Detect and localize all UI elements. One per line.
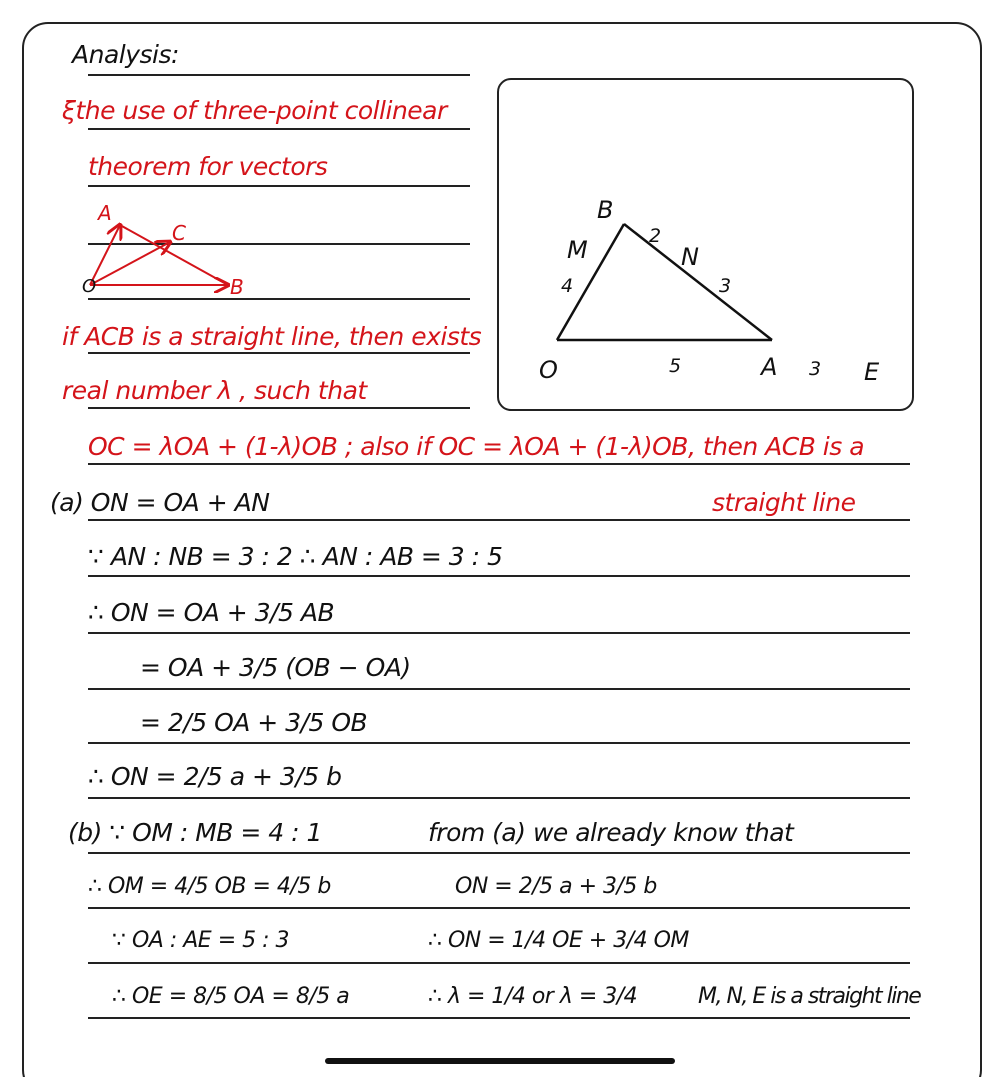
length-ae: 3	[809, 358, 822, 380]
rule	[88, 1017, 910, 1019]
analysis-line: real number λ , such that	[62, 376, 367, 405]
point-c-label: C	[172, 221, 186, 245]
vertex-a-label: A	[761, 353, 778, 381]
rule	[88, 852, 910, 854]
point-e-label: E	[864, 358, 880, 386]
analysis-line: theorem for vectors	[88, 152, 328, 181]
part-b-right-line: from (a) we already know that	[428, 818, 794, 847]
rule	[88, 128, 470, 130]
vertex-o-label: O	[539, 356, 558, 384]
rule	[88, 463, 910, 465]
rule	[88, 519, 910, 521]
part-b-line: (b) ∵ OM : MB = 4 : 1	[68, 818, 322, 847]
collinear-sketch	[80, 200, 250, 300]
part-a-line: ∴ ON = 2/5 a + 3/5 b	[88, 762, 342, 791]
point-m-label: M	[567, 236, 588, 264]
rule	[88, 74, 470, 76]
length-om: 4	[561, 275, 574, 297]
rule	[88, 688, 910, 690]
point-o-label: O	[82, 276, 97, 297]
rule	[88, 907, 910, 909]
rule	[88, 962, 910, 964]
part-b-line: ∴ OE = 8/5 OA = 8/5 a	[112, 984, 350, 1009]
part-b-line: ∵ OA : AE = 5 : 3	[112, 928, 290, 953]
rule	[88, 352, 470, 354]
part-b-conclusion: M, N, E is a straight line	[698, 984, 921, 1009]
rule	[88, 632, 910, 634]
part-b-right-line: ∴ ON = 1/4 OE + 3/4 OM	[428, 928, 689, 953]
part-b-right-line: ∴ λ = 1/4 or λ = 3/4	[428, 984, 638, 1009]
triangle-diagram	[497, 78, 914, 411]
analysis-line: ξthe use of three-point collinear	[62, 96, 447, 125]
analysis-line: if ACB is a straight line, then exists	[62, 322, 482, 351]
point-n-label: N	[681, 243, 699, 271]
length-oa: 5	[669, 355, 682, 377]
vertex-b-label: B	[597, 196, 614, 224]
part-a-line: = OA + 3/5 (OB − OA)	[140, 653, 411, 682]
length-bn: 2	[649, 225, 662, 247]
length-na: 3	[719, 275, 732, 297]
point-b-label: B	[230, 275, 244, 299]
rule	[88, 575, 910, 577]
home-indicator[interactable]	[325, 1058, 675, 1064]
analysis-line: straight line	[712, 488, 856, 517]
point-a-label: A	[98, 201, 112, 225]
rule	[88, 797, 910, 799]
analysis-formula: OC = λOA + (1-λ)OB ; also if OC = λOA + (1-λ)OB, then ACB is a	[88, 432, 865, 461]
rule	[88, 407, 470, 409]
rule	[88, 185, 470, 187]
part-a-line: ∵ AN : NB = 3 : 2 ∴ AN : AB = 3 : 5	[88, 542, 503, 571]
part-b-right-line: ON = 2/5 a + 3/5 b	[455, 874, 657, 899]
analysis-heading: Analysis:	[72, 40, 179, 69]
rule	[88, 742, 910, 744]
part-a-line: = 2/5 OA + 3/5 OB	[140, 708, 368, 737]
part-a-line: ∴ ON = OA + 3/5 AB	[88, 598, 335, 627]
part-a-line: (a) ON = OA + AN	[50, 488, 270, 517]
part-b-line: ∴ OM = 4/5 OB = 4/5 b	[88, 874, 331, 899]
